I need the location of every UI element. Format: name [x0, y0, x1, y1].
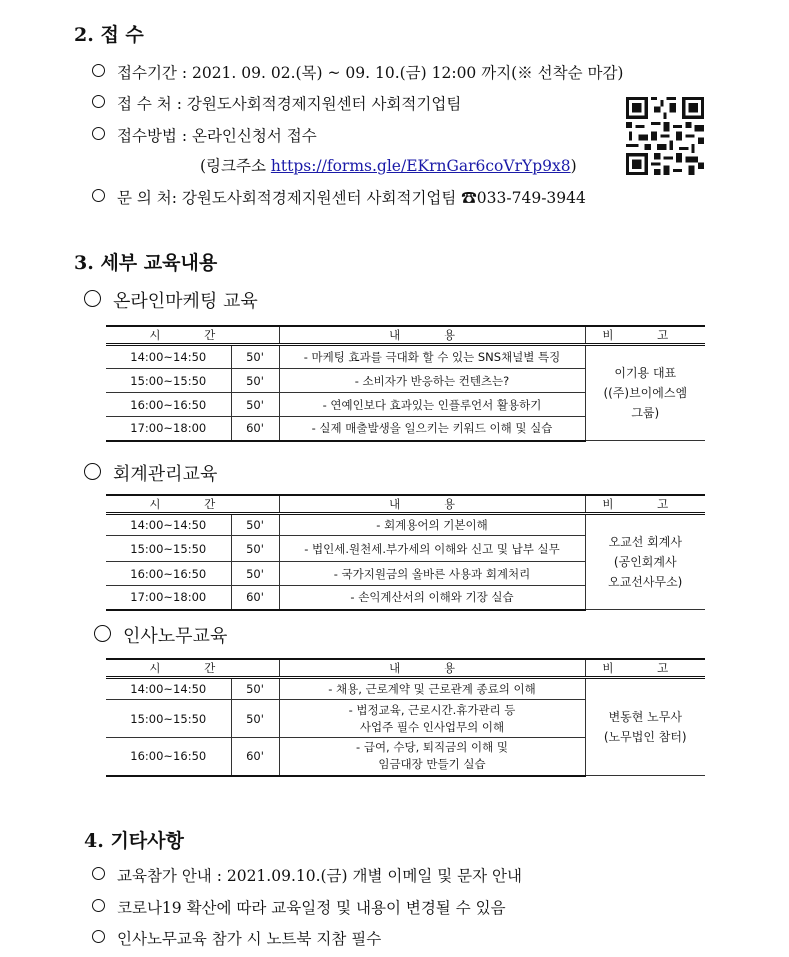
content-cell	[279, 738, 585, 776]
bullet-circle-icon	[84, 463, 101, 480]
duration-cell: 50'	[231, 536, 279, 562]
bullet-circle-icon	[92, 95, 105, 108]
bullet-circle-icon	[92, 127, 105, 140]
instructor-cell	[585, 514, 705, 610]
other-line	[92, 896, 506, 918]
link-line	[200, 154, 577, 176]
link-prefix: (링크주소	[200, 157, 271, 175]
schedule-table-marketing	[106, 325, 705, 442]
content-line: 임금대장 만들기 실습	[378, 757, 486, 772]
instructor-org: 오교선사무소)	[608, 575, 683, 589]
bullet-circle-icon	[84, 290, 101, 307]
table-row	[106, 514, 705, 536]
time-cell: 14:00~14:50	[106, 345, 231, 369]
other-text: 인사노무교육 참가 시 노트북 지참 필수	[117, 930, 382, 948]
section2-heading: 2. 접 수	[74, 24, 144, 46]
header-time: 시 간	[106, 495, 279, 514]
section4-heading: 4. 기타사항	[84, 830, 184, 852]
duration-cell: 50'	[231, 678, 279, 700]
duration-cell: 50'	[231, 393, 279, 417]
course-title-accounting	[84, 460, 217, 486]
content-cell: - 채용, 근로계약 및 근로관계 종료의 이해	[279, 678, 585, 700]
duration-cell: 50'	[231, 345, 279, 369]
instructor-name: 이기용 대표	[614, 366, 677, 380]
bullet-circle-icon	[94, 625, 111, 642]
instructor-name: 오교선 회계사	[608, 535, 682, 549]
bullet-circle-icon	[92, 899, 105, 912]
instructor-cell	[585, 345, 705, 441]
content-cell: - 실제 매출발생을 일으키는 키워드 이해 및 실습	[279, 417, 585, 441]
receipt-method-line	[92, 124, 317, 146]
bullet-circle-icon	[92, 64, 105, 77]
schedule-table-hr	[106, 658, 705, 777]
course-title-hr	[94, 622, 227, 648]
instructor-org: ((주)브이에스엠	[603, 386, 688, 400]
content-cell: - 마케팅 효과를 극대화 할 수 있는 SNS채널별 특징	[279, 345, 585, 369]
course-title-text: 회계관리교육	[113, 464, 218, 485]
receipt-place-text: 접 수 처 : 강원도사회적경제지원센터 사회적기업팀	[117, 95, 462, 113]
time-cell: 14:00~14:50	[106, 514, 231, 536]
time-cell: 17:00~18:00	[106, 417, 231, 441]
content-cell	[279, 700, 585, 738]
time-cell: 14:00~14:50	[106, 678, 231, 700]
qr-code-icon[interactable]	[626, 97, 704, 175]
header-note: 비 고	[585, 659, 705, 678]
instructor-name: 변동현 노무사	[608, 710, 682, 724]
header-note: 비 고	[585, 326, 705, 345]
inquiry-text: 문 의 처: 강원도사회적경제지원센터 사회적기업팀 ☎033-749-3944	[117, 189, 586, 207]
other-text: 교육참가 안내 : 2021.09.10.(금) 개별 이메일 및 문자 안내	[117, 867, 522, 885]
bullet-circle-icon	[92, 930, 105, 943]
instructor-cell	[585, 678, 705, 776]
content-line: - 급여, 수당, 퇴직금의 이해 및	[356, 740, 508, 755]
content-cell: - 손익계산서의 이해와 기장 실습	[279, 586, 585, 610]
duration-cell: 50'	[231, 369, 279, 393]
duration-cell: 50'	[231, 562, 279, 586]
duration-cell: 60'	[231, 738, 279, 776]
header-content: 내 용	[279, 326, 585, 345]
duration-cell: 50'	[231, 514, 279, 536]
other-line	[92, 927, 381, 949]
time-cell: 16:00~16:50	[106, 393, 231, 417]
table-row	[106, 678, 705, 700]
duration-cell: 60'	[231, 586, 279, 610]
content-cell: - 국가지원금의 올바른 사용과 회계처리	[279, 562, 585, 586]
content-line: 사업주 필수 인사업무의 이해	[359, 719, 505, 734]
header-content: 내 용	[279, 495, 585, 514]
other-text: 코로나19 확산에 따라 교육일정 및 내용이 변경될 수 있음	[117, 899, 506, 917]
content-cell: - 소비자가 반응하는 컨텐츠는?	[279, 369, 585, 393]
bullet-circle-icon	[92, 867, 105, 880]
receipt-period-text: 접수기간 : 2021. 09. 02.(목) ~ 09. 10.(금) 12:00 까지(※ 선착순 마감)	[117, 64, 624, 82]
content-line: - 법정교육, 근로시간.휴가관리 등	[348, 702, 516, 717]
course-title-text: 인사노무교육	[123, 626, 228, 647]
time-cell: 16:00~16:50	[106, 738, 231, 776]
instructor-org: 그룹)	[631, 406, 660, 420]
time-cell: 15:00~15:50	[106, 536, 231, 562]
duration-cell: 50'	[231, 700, 279, 738]
course-title-marketing	[84, 287, 258, 313]
header-note: 비 고	[585, 495, 705, 514]
schedule-table-accounting	[106, 494, 705, 611]
link-suffix: )	[570, 157, 577, 175]
time-cell: 17:00~18:00	[106, 586, 231, 610]
receipt-place-line	[92, 92, 461, 114]
receipt-period-line	[92, 61, 623, 83]
duration-cell: 60'	[231, 417, 279, 441]
instructor-org: (노무법인 참터)	[603, 730, 687, 744]
form-link[interactable]: https://forms.gle/EKrnGar6coVrYp9x8	[270, 157, 571, 175]
table-row	[106, 345, 705, 369]
bullet-circle-icon	[92, 189, 105, 202]
time-cell: 16:00~16:50	[106, 562, 231, 586]
course-title-text: 온라인마케팅 교육	[113, 291, 258, 312]
content-cell: - 법인세.원천세.부가세의 이해와 신고 및 납부 실무	[279, 536, 585, 562]
other-line	[92, 864, 522, 886]
time-cell: 15:00~15:50	[106, 700, 231, 738]
header-time: 시 간	[106, 326, 279, 345]
time-cell: 15:00~15:50	[106, 369, 231, 393]
content-cell: - 회계용어의 기본이해	[279, 514, 585, 536]
content-cell: - 연예인보다 효과있는 인플루언서 활용하기	[279, 393, 585, 417]
receipt-method-text: 접수방법 : 온라인신청서 접수	[117, 127, 317, 145]
instructor-org: (공인회계사	[613, 555, 677, 569]
header-content: 내 용	[279, 659, 585, 678]
section3-heading: 3. 세부 교육내용	[74, 252, 218, 274]
header-time: 시 간	[106, 659, 279, 678]
inquiry-line	[92, 186, 586, 208]
